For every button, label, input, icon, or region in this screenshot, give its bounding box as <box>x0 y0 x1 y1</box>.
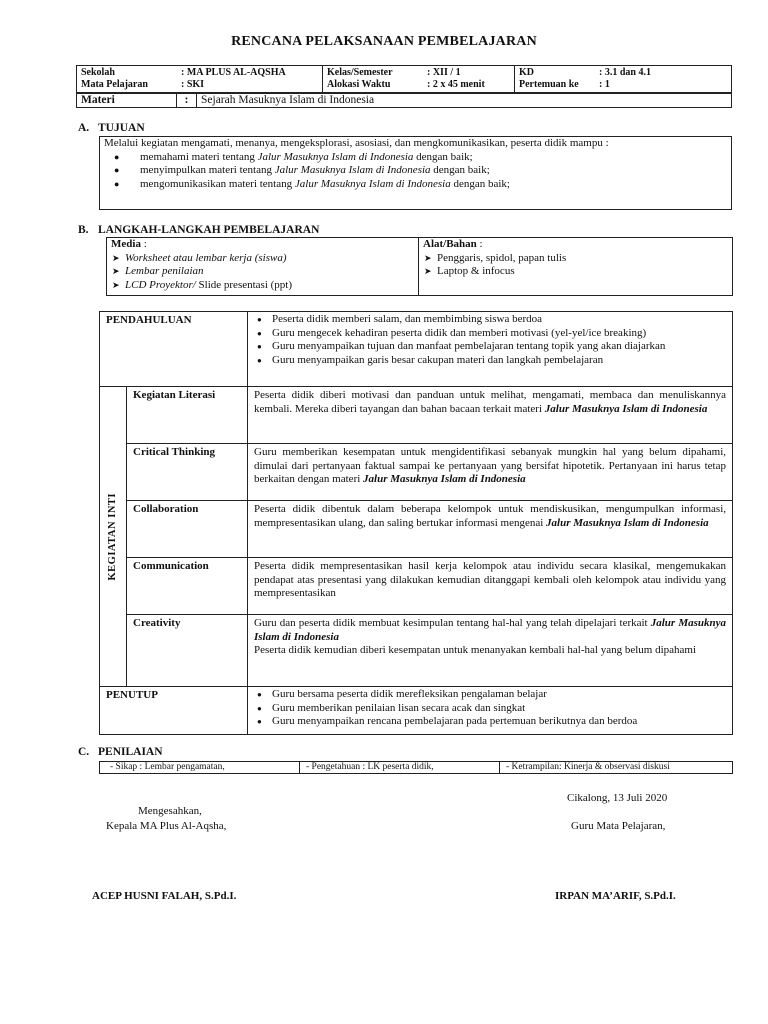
principal-name: ACEP HUSNI FALAH, S.Pd.I. <box>92 890 237 902</box>
header-sekolah <box>77 66 323 93</box>
alat-label: Alat/Bahan <box>423 238 477 250</box>
alat-list <box>423 252 728 279</box>
penilaian-keterampilan: - Ketrampilan: Kinerja & observasi diskusi <box>500 762 733 774</box>
kegiatan-table <box>99 311 733 735</box>
inti-row-label: Communication <box>127 558 248 615</box>
list-item: ● Guru menyampaikan garis besar cakupan materi dan langkah pembelajaran <box>254 354 726 368</box>
header-kelas <box>323 66 515 93</box>
materi-sep: : <box>177 94 197 108</box>
section-b-heading: B. LANGKAH-LANGKAH PEMBELAJARAN <box>78 224 320 236</box>
tujuan-list <box>104 151 727 192</box>
inti-row-label: Critical Thinking <box>127 444 248 501</box>
place-date: Cikalong, 13 Juli 2020 <box>567 792 668 804</box>
tujuan-box <box>99 136 732 210</box>
alokasi-value: : 2 x 45 menit <box>427 79 485 90</box>
penutup-content <box>248 687 733 735</box>
inti-row-label: Kegiatan Literasi <box>127 387 248 444</box>
section-c-heading: C. PENILAIAN <box>78 746 163 758</box>
media-table <box>106 237 733 296</box>
kegiatan-inti-cell <box>100 387 127 687</box>
header-kd <box>515 66 732 93</box>
mapel-value: : SKI <box>181 79 205 90</box>
inti-row-content: Peserta didik dibentuk dalam beberapa kelompok untuk mendiskusikan, mengumpulkan informasi, mempresentasikan ulang, dan saling bertukar informasi mengenai Jalur Masuknya Islam di Indonesia <box>248 501 733 558</box>
list-item: ➤ Worksheet atau lembar kerja (siswa) <box>111 252 414 266</box>
list-item: ● Guru menyampaikan rencana pembelajaran pada pertemuan berikutnya dan berdoa <box>254 715 726 729</box>
inti-row-label: Creativity <box>127 615 248 687</box>
teacher-name: IRPAN MA’ARIF, S.Pd.I. <box>555 890 676 902</box>
teacher-title: Guru Mata Pelajaran, <box>571 820 666 832</box>
pendahuluan-label: PENDAHULUAN <box>100 312 248 387</box>
pertemuan-value: : 1 <box>599 79 610 90</box>
page-title: RENCANA PELAKSANAAN PEMBELAJARAN <box>231 34 537 49</box>
penilaian-pengetahuan: - Pengetahuan : LK peserta didik, <box>300 762 500 774</box>
alokasi-label: Alokasi Waktu <box>327 79 391 90</box>
media-list <box>111 252 414 293</box>
penilaian-sikap: - Sikap : Lembar pengamatan, <box>100 762 300 774</box>
list-item: ● menyimpulkan materi tentang Jalur Masuknya Islam di Indonesia dengan baik; <box>104 164 727 178</box>
list-item: ● Guru mengecek kehadiran peserta didik dan memberi motivasi (yel-yel/ice breaking) <box>254 327 726 341</box>
list-item: ➤ Laptop & infocus <box>423 265 728 279</box>
list-item: ● Guru menyampaikan tujuan dan manfaat pembelajaran tentang topik yang akan diajarkan <box>254 340 726 354</box>
pendahuluan-content <box>248 312 733 387</box>
header-table <box>76 65 732 93</box>
list-item: ● Guru memberikan penilaian lisan secara acak dan singkat <box>254 702 726 716</box>
penutup-label: PENUTUP <box>100 687 248 735</box>
alat-cell: Alat/Bahan : ➤ Penggaris, spidol, papan tulis ➤ Laptop & infocus <box>419 238 733 296</box>
kelas-value: : XII / 1 <box>427 67 461 78</box>
mapel-label: Mata Pelajaran <box>81 79 148 90</box>
list-item: ➤ Penggaris, spidol, papan tulis <box>423 252 728 266</box>
inti-row-content: Peserta didik diberi motivasi dan panduan untuk melihat, mengamati, membaca dan menuliskannya kembali. Mereka diberi tayangan dan bahan bacaan terkait materi Jalur Masuknya Islam di Indonesia <box>248 387 733 444</box>
materi-table <box>76 93 732 108</box>
list-item: ● memahami materi tentang Jalur Masuknya Islam di Indonesia dengan baik; <box>104 151 727 165</box>
inti-row-label: Collaboration <box>127 501 248 558</box>
media-cell: Media : ➤ Worksheet atau lembar kerja (siswa) ➤ Lembar penilaian ➤ LCD Proyektor/ Slide presentasi (ppt) <box>107 238 419 296</box>
pertemuan-label: Pertemuan ke <box>519 79 579 90</box>
list-item: ● Guru bersama peserta didik merefleksikan pengalaman belajar <box>254 688 726 702</box>
inti-row-content: Guru memberikan kesempatan untuk mengidentifikasi sebanyak mungkin hal yang belum dipahami, dimulai dari pertanyaan faktual sampai ke pertanyaan yang bersifat hipotetik. Pertanyaan ini harus tetap berkaitan dengan materi Jalur Masuknya Islam di Indonesia <box>248 444 733 501</box>
kd-label: KD <box>519 67 534 78</box>
kd-value: : 3.1 dan 4.1 <box>599 67 651 78</box>
inti-row-content: Peserta didik mempresentasikan hasil kerja kelompok atau individu secara klasikal, mengemukakan pendapat atas presentasi yang dilakukan kemudian ditanggapi kembali oleh kelompok atau individu yang mempresentasikan <box>248 558 733 615</box>
principal-title: Kepala MA Plus Al-Aqsha, <box>106 820 227 832</box>
inti-row-content: Guru dan peserta didik membuat kesimpulan tentang hal-hal yang telah dipelajari terkait Jalur Masuknya Islam di Indonesia Peserta didik kemudian diberi kesempatan untuk menanyakan kembali hal-hal yang belum dipahami <box>248 615 733 687</box>
sekolah-label: Sekolah <box>81 67 115 78</box>
approval-label: Mengesahkan, <box>138 805 202 817</box>
kelas-label: Kelas/Semester <box>327 67 393 78</box>
list-item: ● mengomunikasikan materi tentang Jalur Masuknya Islam di Indonesia dengan baik; <box>104 178 727 192</box>
media-label: Media <box>111 238 141 250</box>
section-a-heading: A. TUJUAN <box>78 122 145 134</box>
tujuan-intro: Melalui kegiatan mengamati, menanya, mengeksplorasi, asosiasi, dan mengkomunikasikan, peserta didik mampu : <box>104 137 609 149</box>
list-item: ● Peserta didik memberi salam, dan membimbing siswa berdoa <box>254 313 726 327</box>
kegiatan-inti-label: KEGIATAN INTI <box>107 492 119 581</box>
sekolah-value: : MA PLUS AL-AQSHA <box>181 67 286 78</box>
list-item: ➤ Lembar penilaian <box>111 265 414 279</box>
materi-label: Materi <box>77 94 177 108</box>
penilaian-table <box>99 761 733 774</box>
materi-value: Sejarah Masuknya Islam di Indonesia <box>197 94 732 108</box>
list-item: ➤ LCD Proyektor/ Slide presentasi (ppt) <box>111 279 414 293</box>
